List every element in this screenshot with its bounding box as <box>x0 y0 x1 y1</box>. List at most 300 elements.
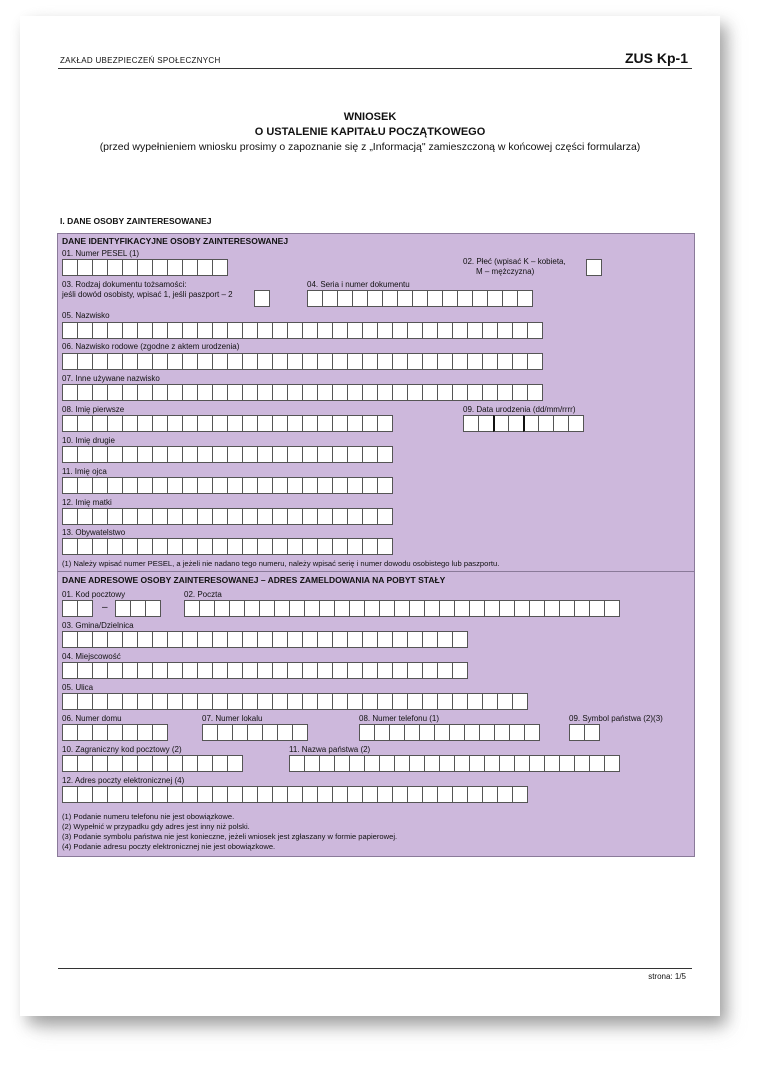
char-box[interactable] <box>437 786 453 803</box>
char-box[interactable] <box>197 662 213 679</box>
char-box[interactable] <box>272 662 288 679</box>
char-box[interactable] <box>499 755 515 772</box>
char-box[interactable] <box>257 631 273 648</box>
char-box[interactable] <box>152 508 168 525</box>
other-surnames-input[interactable] <box>62 384 543 401</box>
char-box[interactable] <box>484 755 500 772</box>
country-symbol-input[interactable] <box>569 724 600 741</box>
char-box[interactable] <box>287 477 303 494</box>
char-box[interactable] <box>197 477 213 494</box>
char-box[interactable] <box>332 693 348 710</box>
char-box[interactable] <box>182 508 198 525</box>
char-box[interactable] <box>197 446 213 463</box>
char-box[interactable] <box>424 600 440 617</box>
char-box[interactable] <box>479 724 495 741</box>
char-box[interactable] <box>347 477 363 494</box>
char-box[interactable] <box>122 477 138 494</box>
char-box[interactable] <box>452 662 468 679</box>
char-box[interactable] <box>242 353 258 370</box>
char-box[interactable] <box>137 259 153 276</box>
char-box[interactable] <box>502 290 518 307</box>
char-box[interactable] <box>287 384 303 401</box>
char-box[interactable] <box>317 384 333 401</box>
flat-no-input[interactable] <box>202 724 308 741</box>
char-box[interactable] <box>272 786 288 803</box>
char-box[interactable] <box>287 353 303 370</box>
char-box[interactable] <box>137 415 153 432</box>
char-box[interactable] <box>422 662 438 679</box>
email-input[interactable] <box>62 786 528 803</box>
char-box[interactable] <box>529 755 545 772</box>
char-box[interactable] <box>302 477 318 494</box>
char-box[interactable] <box>62 322 78 339</box>
char-box[interactable] <box>212 786 228 803</box>
char-box[interactable] <box>107 538 123 555</box>
char-box[interactable] <box>494 724 510 741</box>
char-box[interactable] <box>182 755 198 772</box>
doc-type-input[interactable] <box>254 290 270 307</box>
char-box[interactable] <box>427 290 443 307</box>
char-box[interactable] <box>182 662 198 679</box>
char-box[interactable] <box>407 662 423 679</box>
char-box[interactable] <box>409 755 425 772</box>
char-box[interactable] <box>137 508 153 525</box>
char-box[interactable] <box>364 600 380 617</box>
char-box[interactable] <box>77 631 93 648</box>
char-box[interactable] <box>287 631 303 648</box>
char-box[interactable] <box>482 322 498 339</box>
birth-surname-input[interactable] <box>62 353 543 370</box>
char-box[interactable] <box>484 600 500 617</box>
char-box[interactable] <box>452 786 468 803</box>
char-box[interactable] <box>362 384 378 401</box>
char-box[interactable] <box>62 786 78 803</box>
char-box[interactable] <box>377 508 393 525</box>
char-box[interactable] <box>212 538 228 555</box>
char-box[interactable] <box>347 631 363 648</box>
char-box[interactable] <box>137 724 153 741</box>
char-box[interactable] <box>107 631 123 648</box>
char-box[interactable] <box>242 786 258 803</box>
char-box[interactable] <box>377 322 393 339</box>
char-box[interactable] <box>62 446 78 463</box>
char-box[interactable] <box>197 353 213 370</box>
char-box[interactable] <box>319 600 335 617</box>
char-box[interactable] <box>302 353 318 370</box>
char-box[interactable] <box>467 693 483 710</box>
char-box[interactable] <box>62 600 78 617</box>
char-box[interactable] <box>332 508 348 525</box>
char-box[interactable] <box>62 508 78 525</box>
char-box[interactable] <box>362 693 378 710</box>
char-box[interactable] <box>472 290 488 307</box>
char-box[interactable] <box>137 353 153 370</box>
char-box[interactable] <box>362 508 378 525</box>
char-box[interactable] <box>182 446 198 463</box>
char-box[interactable] <box>544 755 560 772</box>
char-box[interactable] <box>302 415 318 432</box>
char-box[interactable] <box>362 415 378 432</box>
char-box[interactable] <box>92 693 108 710</box>
char-box[interactable] <box>362 786 378 803</box>
char-box[interactable] <box>367 290 383 307</box>
char-box[interactable] <box>574 600 590 617</box>
char-box[interactable] <box>242 384 258 401</box>
char-box[interactable] <box>304 600 320 617</box>
char-box[interactable] <box>77 662 93 679</box>
char-box[interactable] <box>317 322 333 339</box>
char-box[interactable] <box>452 322 468 339</box>
char-box[interactable] <box>182 415 198 432</box>
char-box[interactable] <box>467 353 483 370</box>
char-box[interactable] <box>437 353 453 370</box>
char-box[interactable] <box>452 631 468 648</box>
char-box[interactable] <box>272 508 288 525</box>
char-box[interactable] <box>107 508 123 525</box>
char-box[interactable] <box>497 693 513 710</box>
char-box[interactable] <box>227 693 243 710</box>
char-box[interactable] <box>272 415 288 432</box>
char-box[interactable] <box>272 693 288 710</box>
char-box[interactable] <box>527 353 543 370</box>
char-box[interactable] <box>122 446 138 463</box>
char-box[interactable] <box>512 353 528 370</box>
char-box[interactable] <box>217 724 233 741</box>
house-no-input[interactable] <box>62 724 168 741</box>
char-box[interactable] <box>442 290 458 307</box>
char-box[interactable] <box>130 600 146 617</box>
char-box[interactable] <box>167 415 183 432</box>
char-box[interactable] <box>62 538 78 555</box>
char-box[interactable] <box>242 415 258 432</box>
char-box[interactable] <box>274 600 290 617</box>
char-box[interactable] <box>62 631 78 648</box>
char-box[interactable] <box>487 290 503 307</box>
char-box[interactable] <box>259 600 275 617</box>
char-box[interactable] <box>227 786 243 803</box>
char-box[interactable] <box>412 290 428 307</box>
char-box[interactable] <box>152 538 168 555</box>
char-box[interactable] <box>122 384 138 401</box>
char-box[interactable] <box>92 446 108 463</box>
char-box[interactable] <box>272 631 288 648</box>
char-box[interactable] <box>347 693 363 710</box>
char-box[interactable] <box>197 384 213 401</box>
char-box[interactable] <box>604 755 620 772</box>
char-box[interactable] <box>272 384 288 401</box>
char-box[interactable] <box>374 724 390 741</box>
char-box[interactable] <box>437 384 453 401</box>
char-box[interactable] <box>212 446 228 463</box>
char-box[interactable] <box>152 259 168 276</box>
char-box[interactable] <box>317 477 333 494</box>
char-box[interactable] <box>212 322 228 339</box>
char-box[interactable] <box>422 786 438 803</box>
char-box[interactable] <box>523 415 539 432</box>
char-box[interactable] <box>92 755 108 772</box>
char-box[interactable] <box>559 755 575 772</box>
char-box[interactable] <box>227 322 243 339</box>
char-box[interactable] <box>586 259 602 276</box>
char-box[interactable] <box>137 662 153 679</box>
char-box[interactable] <box>137 538 153 555</box>
char-box[interactable] <box>227 631 243 648</box>
char-box[interactable] <box>137 446 153 463</box>
char-box[interactable] <box>212 353 228 370</box>
char-box[interactable] <box>437 662 453 679</box>
char-box[interactable] <box>92 415 108 432</box>
char-box[interactable] <box>182 353 198 370</box>
char-box[interactable] <box>227 353 243 370</box>
char-box[interactable] <box>392 384 408 401</box>
doc-series-input[interactable] <box>307 290 533 307</box>
char-box[interactable] <box>242 508 258 525</box>
char-box[interactable] <box>332 631 348 648</box>
char-box[interactable] <box>122 353 138 370</box>
mother-name-input[interactable] <box>62 508 393 525</box>
char-box[interactable] <box>422 693 438 710</box>
char-box[interactable] <box>439 600 455 617</box>
char-box[interactable] <box>287 662 303 679</box>
char-box[interactable] <box>392 631 408 648</box>
char-box[interactable] <box>227 477 243 494</box>
char-box[interactable] <box>167 446 183 463</box>
char-box[interactable] <box>332 415 348 432</box>
char-box[interactable] <box>524 724 540 741</box>
char-box[interactable] <box>389 724 405 741</box>
char-box[interactable] <box>212 631 228 648</box>
char-box[interactable] <box>167 508 183 525</box>
char-box[interactable] <box>527 322 543 339</box>
char-box[interactable] <box>137 755 153 772</box>
char-box[interactable] <box>62 724 78 741</box>
char-box[interactable] <box>559 600 575 617</box>
char-box[interactable] <box>167 477 183 494</box>
char-box[interactable] <box>377 415 393 432</box>
char-box[interactable] <box>392 693 408 710</box>
char-box[interactable] <box>257 786 273 803</box>
char-box[interactable] <box>232 724 248 741</box>
char-box[interactable] <box>359 724 375 741</box>
char-box[interactable] <box>182 786 198 803</box>
char-box[interactable] <box>107 259 123 276</box>
char-box[interactable] <box>407 693 423 710</box>
char-box[interactable] <box>197 508 213 525</box>
char-box[interactable] <box>137 384 153 401</box>
char-box[interactable] <box>394 755 410 772</box>
char-box[interactable] <box>257 446 273 463</box>
char-box[interactable] <box>302 693 318 710</box>
char-box[interactable] <box>152 477 168 494</box>
char-box[interactable] <box>377 446 393 463</box>
char-box[interactable] <box>302 631 318 648</box>
char-box[interactable] <box>107 384 123 401</box>
char-box[interactable] <box>115 600 131 617</box>
char-box[interactable] <box>152 415 168 432</box>
char-box[interactable] <box>332 446 348 463</box>
char-box[interactable] <box>589 600 605 617</box>
char-box[interactable] <box>574 755 590 772</box>
char-box[interactable] <box>509 724 525 741</box>
char-box[interactable] <box>347 538 363 555</box>
char-box[interactable] <box>137 322 153 339</box>
char-box[interactable] <box>317 415 333 432</box>
char-box[interactable] <box>227 415 243 432</box>
char-box[interactable] <box>454 755 470 772</box>
char-box[interactable] <box>107 415 123 432</box>
char-box[interactable] <box>604 600 620 617</box>
char-box[interactable] <box>227 508 243 525</box>
char-box[interactable] <box>272 353 288 370</box>
char-box[interactable] <box>382 290 398 307</box>
char-box[interactable] <box>107 693 123 710</box>
char-box[interactable] <box>352 290 368 307</box>
char-box[interactable] <box>322 290 338 307</box>
char-box[interactable] <box>362 322 378 339</box>
char-box[interactable] <box>199 600 215 617</box>
char-box[interactable] <box>287 538 303 555</box>
char-box[interactable] <box>272 477 288 494</box>
char-box[interactable] <box>152 631 168 648</box>
char-box[interactable] <box>107 446 123 463</box>
char-box[interactable] <box>347 662 363 679</box>
char-box[interactable] <box>242 477 258 494</box>
char-box[interactable] <box>332 384 348 401</box>
char-box[interactable] <box>62 477 78 494</box>
char-box[interactable] <box>62 415 78 432</box>
char-box[interactable] <box>527 384 543 401</box>
char-box[interactable] <box>482 693 498 710</box>
char-box[interactable] <box>152 384 168 401</box>
char-box[interactable] <box>227 384 243 401</box>
pesel-input[interactable] <box>62 259 228 276</box>
char-box[interactable] <box>347 322 363 339</box>
char-box[interactable] <box>407 631 423 648</box>
char-box[interactable] <box>362 477 378 494</box>
gender-input[interactable] <box>586 259 602 276</box>
char-box[interactable] <box>332 538 348 555</box>
char-box[interactable] <box>242 538 258 555</box>
foreign-postal-input[interactable] <box>62 755 243 772</box>
char-box[interactable] <box>212 662 228 679</box>
char-box[interactable] <box>452 693 468 710</box>
char-box[interactable] <box>439 755 455 772</box>
char-box[interactable] <box>92 538 108 555</box>
char-box[interactable] <box>452 353 468 370</box>
char-box[interactable] <box>182 631 198 648</box>
char-box[interactable] <box>379 755 395 772</box>
char-box[interactable] <box>424 755 440 772</box>
char-box[interactable] <box>137 786 153 803</box>
char-box[interactable] <box>463 415 479 432</box>
char-box[interactable] <box>499 600 515 617</box>
char-box[interactable] <box>287 693 303 710</box>
char-box[interactable] <box>478 415 494 432</box>
char-box[interactable] <box>272 446 288 463</box>
char-box[interactable] <box>257 538 273 555</box>
char-box[interactable] <box>512 384 528 401</box>
postal-code-part2-input[interactable] <box>115 600 161 617</box>
char-box[interactable] <box>589 755 605 772</box>
char-box[interactable] <box>77 724 93 741</box>
char-box[interactable] <box>62 384 78 401</box>
char-box[interactable] <box>332 786 348 803</box>
char-box[interactable] <box>568 415 584 432</box>
char-box[interactable] <box>377 538 393 555</box>
father-name-input[interactable] <box>62 477 393 494</box>
char-box[interactable] <box>538 415 554 432</box>
char-box[interactable] <box>145 600 161 617</box>
char-box[interactable] <box>212 477 228 494</box>
char-box[interactable] <box>469 755 485 772</box>
char-box[interactable] <box>182 538 198 555</box>
char-box[interactable] <box>317 631 333 648</box>
char-box[interactable] <box>167 755 183 772</box>
char-box[interactable] <box>302 538 318 555</box>
char-box[interactable] <box>422 631 438 648</box>
char-box[interactable] <box>167 384 183 401</box>
char-box[interactable] <box>242 631 258 648</box>
char-box[interactable] <box>467 786 483 803</box>
char-box[interactable] <box>152 353 168 370</box>
char-box[interactable] <box>287 322 303 339</box>
char-box[interactable] <box>197 693 213 710</box>
char-box[interactable] <box>122 538 138 555</box>
char-box[interactable] <box>407 353 423 370</box>
char-box[interactable] <box>289 600 305 617</box>
char-box[interactable] <box>92 353 108 370</box>
char-box[interactable] <box>197 322 213 339</box>
char-box[interactable] <box>347 446 363 463</box>
char-box[interactable] <box>392 353 408 370</box>
char-box[interactable] <box>197 755 213 772</box>
char-box[interactable] <box>377 353 393 370</box>
char-box[interactable] <box>317 662 333 679</box>
char-box[interactable] <box>497 353 513 370</box>
char-box[interactable] <box>167 322 183 339</box>
char-box[interactable] <box>332 662 348 679</box>
char-box[interactable] <box>152 786 168 803</box>
char-box[interactable] <box>167 631 183 648</box>
char-box[interactable] <box>214 600 230 617</box>
char-box[interactable] <box>377 693 393 710</box>
char-box[interactable] <box>377 662 393 679</box>
phone-input[interactable] <box>359 724 540 741</box>
char-box[interactable] <box>362 353 378 370</box>
char-box[interactable] <box>229 600 245 617</box>
char-box[interactable] <box>167 538 183 555</box>
char-box[interactable] <box>272 322 288 339</box>
country-name-input[interactable] <box>289 755 620 772</box>
char-box[interactable] <box>434 724 450 741</box>
char-box[interactable] <box>212 508 228 525</box>
char-box[interactable] <box>92 384 108 401</box>
char-box[interactable] <box>212 415 228 432</box>
char-box[interactable] <box>422 384 438 401</box>
char-box[interactable] <box>514 755 530 772</box>
char-box[interactable] <box>512 322 528 339</box>
char-box[interactable] <box>347 786 363 803</box>
char-box[interactable] <box>287 786 303 803</box>
char-box[interactable] <box>242 446 258 463</box>
char-box[interactable] <box>377 384 393 401</box>
char-box[interactable] <box>349 600 365 617</box>
char-box[interactable] <box>227 662 243 679</box>
char-box[interactable] <box>469 600 485 617</box>
char-box[interactable] <box>202 724 218 741</box>
char-box[interactable] <box>452 384 468 401</box>
char-box[interactable] <box>137 477 153 494</box>
